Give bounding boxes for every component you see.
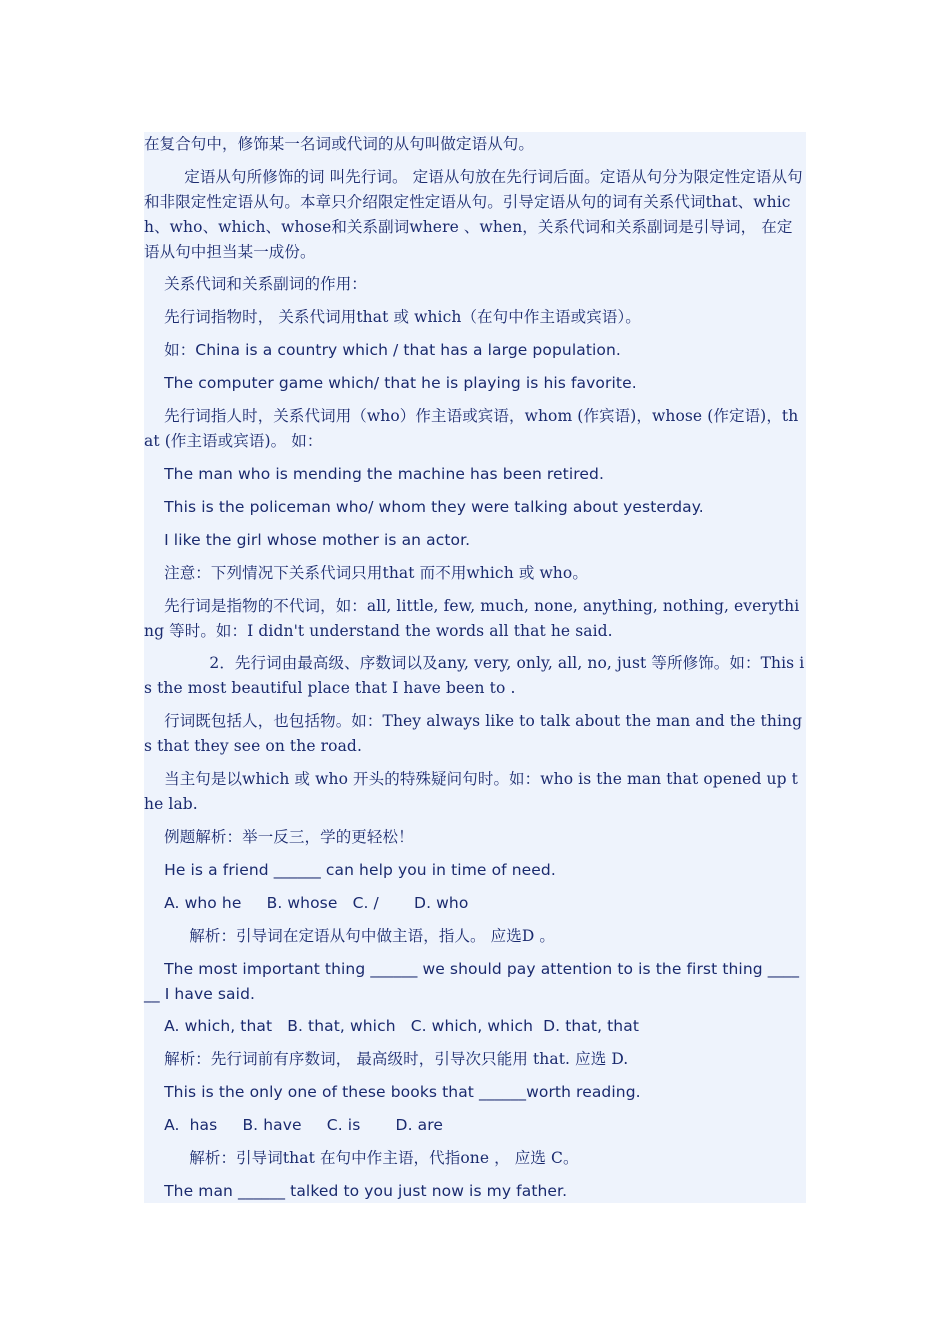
paragraph-case-1: 先行词是指物的不代词，如：all, little, few, much, none, anything, nothing, everything 等时。如：I didn't understand the words all that he said. [144,597,800,640]
paragraph-case-3: 行词既包括人，也包括物。如：They always like to talk about the man and the things that they see on the road. [144,712,803,755]
example-sentence: 如：China is a country which / that has a large population. [144,341,621,359]
exercise-options: A. which, that B. that, which C. which, which D. that, that [144,1017,639,1035]
exercise-explanation: 解析：先行词前有序数词， 最高级时，引导次只能用 that. 应选 D. [144,1050,629,1068]
paragraph-rule-thing: 先行词指物时， 关系代词用that 或 which（在句中作主语或宾语）。 [144,308,641,326]
example-sentence: The computer game which/ that he is playing is his favorite. [144,374,637,392]
exercise-question: He is a friend ______ can help you in time of need. [144,861,556,879]
highlighted-text-block [144,132,806,1203]
exercise-question: The most important thing ______ we should pay attention to is the first thing ______ I have said. [144,960,800,1003]
paragraph-exercises-heading: 例题解析：举一反三，学的更轻松！ [144,828,414,846]
example-sentence: This is the policeman who/ whom they were talking about yesterday. [144,498,704,516]
exercise-explanation: 解析：引导词在定语从句中做主语，指人。 应选D 。 [144,927,556,945]
exercise-explanation: 解析：引导词that 在句中作主语，代指one ， 应选 C。 [144,1149,579,1167]
paragraph-definition: 定语从句所修饰的词 叫先行词。 定语从句放在先行词后面。定语从句分为限定性定语从句和非限定性定语从句。本章只介绍限定性定语从句。引导定语从句的词有关系代词that、which、who、which、whose和关系副词where 、when，关系代词和关系副词是引导词， 在定语从句中担当某一成份。 [144,168,803,261]
paragraph-rule-person: 先行词指人时，关系代词用（who）作主语或宾语，whom (作宾语)，whose (作定语)，that (作主语或宾语)。 如： [144,407,799,450]
paragraph-case-4: 当主句是以which 或 who 开头的特殊疑问句时。如：who is the man that opened up the lab. [144,770,798,813]
exercise-options: A. has B. have C. is D. are [144,1116,444,1134]
exercise-options: A. who he B. whose C. / D. who [144,894,469,912]
exercise-question: This is the only one of these books that ______worth reading. [144,1083,641,1101]
example-sentence: I like the girl whose mother is an actor. [144,531,471,549]
paragraph-intro: 在复合句中，修饰某一名词或代词的从句叫做定语从句。 [144,135,535,153]
paragraph-case-2: 2．先行词由最高级、序数词以及any, very, only, all, no, just 等所修饰。如：This is the most beautiful place that I have been to . [144,654,805,697]
exercise-question: The man ______ talked to you just now is my father. [144,1182,568,1200]
paragraph-note: 注意：下列情况下关系代词只用that 而不用which 或 who。 [144,564,588,582]
example-sentence: The man who is mending the machine has been retired. [144,465,604,483]
paragraph-heading: 关系代词和关系副词的作用： [144,275,367,293]
